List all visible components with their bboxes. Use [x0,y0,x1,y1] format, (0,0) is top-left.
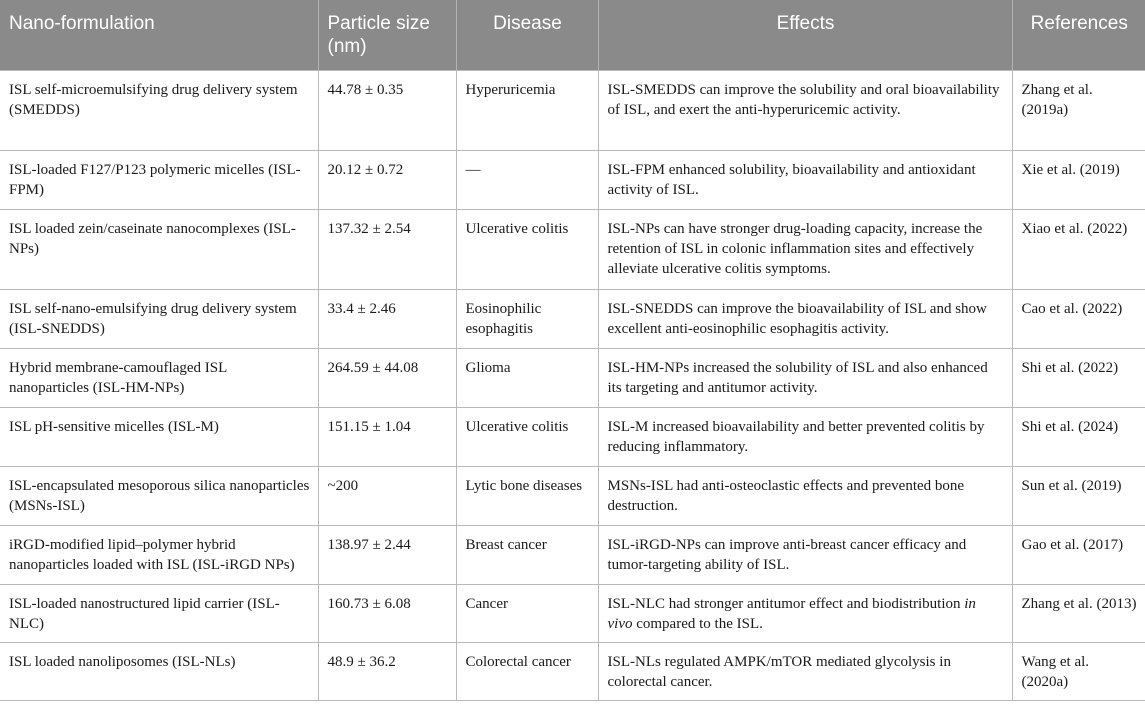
effects-cell: ISL-FPM enhanced solubility, bioavailability and antioxidant activity of ISL. [598,150,1012,209]
formulation-cell: ISL pH-sensitive micelles (ISL-M) [0,407,318,466]
reference-cell: Shi et al. (2022) [1012,348,1145,407]
reference-cell: Xie et al. (2019) [1012,150,1145,209]
header-references: References [1012,0,1145,70]
disease-cell: Hyperuricemia [456,70,598,150]
table-header [0,0,1145,70]
effects-text: compared to the ISL. [632,615,763,632]
reference-cell: Sun et al. (2019) [1012,466,1145,525]
disease-cell: Glioma [456,348,598,407]
effects-cell: ISL-NPs can have stronger drug-loading capacity, increase the retention of ISL in colonic inflammation sites and effectively alleviate ulcerative colitis symptoms. [598,209,1012,289]
header-nano-formulation: Nano-formulation [0,0,318,70]
formulation-cell: ISL loaded zein/caseinate nanocomplexes (ISL-NPs) [0,209,318,289]
particle-size-cell: 160.73 ± 6.08 [318,584,456,642]
table-row [0,150,1145,209]
table-row [0,466,1145,525]
effects-cell: MSNs-ISL had anti-osteoclastic effects and prevented bone destruction. [598,466,1012,525]
particle-size-cell: 151.15 ± 1.04 [318,407,456,466]
effects-cell: ISL-HM-NPs increased the solubility of ISL and also enhanced its targeting and antitumor activity. [598,348,1012,407]
header-effects: Effects [598,0,1012,70]
table-row [0,525,1145,584]
effects-cell: ISL-SNEDDS can improve the bioavailability of ISL and show excellent anti-eosinophilic esophagitis activity. [598,289,1012,348]
disease-cell: Lytic bone diseases [456,466,598,525]
header-disease: Disease [456,0,598,70]
formulation-cell: ISL self-microemulsifying drug delivery system (SMEDDS) [0,70,318,150]
effects-cell: ISL-SMEDDS can improve the solubility and oral bioavailability of ISL, and exert the anti-hyperuricemic activity. [598,70,1012,150]
particle-size-cell: 33.4 ± 2.46 [318,289,456,348]
disease-cell: Cancer [456,584,598,642]
effects-cell: ISL-M increased bioavailability and better prevented colitis by reducing inflammatory. [598,407,1012,466]
reference-cell: Wang et al. (2020a) [1012,642,1145,700]
effects-cell: ISL-NLs regulated AMPK/mTOR mediated glycolysis in colorectal cancer. [598,642,1012,700]
reference-cell: Cao et al. (2022) [1012,289,1145,348]
reference-cell: Gao et al. (2017) [1012,525,1145,584]
table-row [0,407,1145,466]
reference-cell: Shi et al. (2024) [1012,407,1145,466]
disease-cell: — [456,150,598,209]
formulation-cell: ISL-loaded F127/P123 polymeric micelles (ISL-FPM) [0,150,318,209]
effects-italic-text: in vivo [607,595,976,632]
disease-cell: Eosinophilic esophagitis [456,289,598,348]
disease-cell: Breast cancer [456,525,598,584]
reference-cell: Zhang et al. (2019a) [1012,70,1145,150]
particle-size-cell: ~200 [318,466,456,525]
particle-size-cell: 138.97 ± 2.44 [318,525,456,584]
formulation-cell: ISL loaded nanoliposomes (ISL-NLs) [0,642,318,700]
formulation-cell: iRGD-modified lipid–polymer hybrid nanoparticles loaded with ISL (ISL-iRGD NPs) [0,525,318,584]
effects-cell [598,584,1012,642]
table-row [0,348,1145,407]
particle-size-cell: 44.78 ± 0.35 [318,70,456,150]
formulation-cell: Hybrid membrane-camouflaged ISL nanoparticles (ISL-HM-NPs) [0,348,318,407]
reference-cell: Xiao et al. (2022) [1012,209,1145,289]
table-row [0,642,1145,700]
header-row [0,0,1145,70]
effects-cell: ISL-iRGD-NPs can improve anti-breast cancer efficacy and tumor-targeting ability of ISL. [598,525,1012,584]
particle-size-cell: 48.9 ± 36.2 [318,642,456,700]
table-row [0,289,1145,348]
particle-size-cell: 20.12 ± 0.72 [318,150,456,209]
table-row [0,70,1145,150]
particle-size-cell: 137.32 ± 2.54 [318,209,456,289]
particle-size-cell: 264.59 ± 44.08 [318,348,456,407]
table-row [0,584,1145,642]
disease-cell: Ulcerative colitis [456,407,598,466]
disease-cell: Colorectal cancer [456,642,598,700]
header-particle-size: Particle size (nm) [318,0,456,70]
disease-cell: Ulcerative colitis [456,209,598,289]
formulation-cell: ISL-loaded nanostructured lipid carrier (ISL-NLC) [0,584,318,642]
formulation-cell: ISL self-nano-emulsifying drug delivery system (ISL-SNEDDS) [0,289,318,348]
table-row [0,209,1145,289]
effects-text: ISL-NLC had stronger antitumor effect and biodistribution [607,595,965,612]
formulation-cell: ISL-encapsulated mesoporous silica nanoparticles (MSNs-ISL) [0,466,318,525]
reference-cell: Zhang et al. (2013) [1012,584,1145,642]
table-body [0,70,1145,700]
